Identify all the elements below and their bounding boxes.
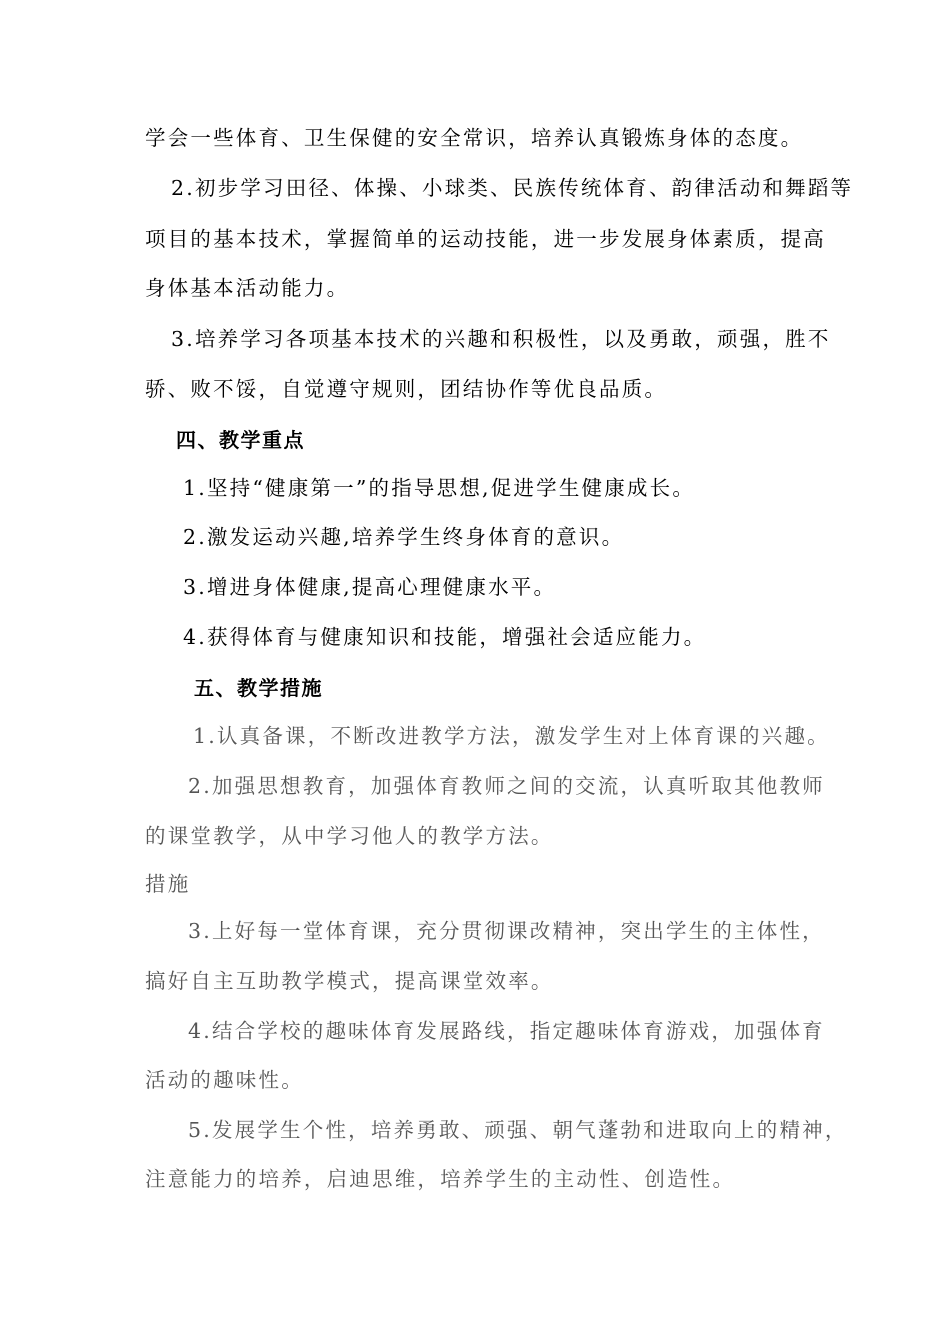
paragraph-line: 项目的基本技术，掌握简单的运动技能，进一步发展身体素质，提高 (145, 227, 826, 251)
list-item: 2.激发运动兴趣,培养学生终身体育的意识。 (183, 525, 625, 549)
paragraph-line: 3.上好每一堂体育课，充分贯彻课改精神，突出学生的主体性， (188, 919, 825, 943)
paragraph-line: 学会一些体育、卫生保健的安全常识，培养认真锻炼身体的态度。 (145, 126, 804, 150)
paragraph-line: 搞好自主互助教学模式，提高课堂效率。 (145, 969, 554, 993)
paragraph-line: 的课堂教学，从中学习他人的教学方法。 (145, 824, 554, 848)
paragraph-line: 骄、败不馁，自觉遵守规则，团结协作等优良品质。 (145, 377, 668, 401)
paragraph-line: 3.培养学习各项基本技术的兴趣和积极性，以及勇敢，顽强，胜不 (171, 327, 831, 351)
paragraph-line: 2.初步学习田径、体操、小球类、民族传统体育、韵律活动和舞蹈等 (171, 176, 854, 200)
paragraph-line: 身体基本活动能力。 (145, 276, 350, 300)
section-heading-teaching-focus: 四、教学重点 (176, 428, 305, 452)
list-item: 3.增进身体健康,提高心理健康水平。 (183, 575, 557, 599)
paragraph-line: 活动的趣味性。 (145, 1068, 304, 1092)
paragraph-line: 4.结合学校的趣味体育发展路线，指定趣味体育游戏，加强体育 (188, 1019, 825, 1043)
list-item: 4.获得体育与健康知识和技能，增强社会适应能力。 (183, 625, 707, 649)
paragraph-line: 2.加强思想教育，加强体育教师之间的交流，认真听取其他教师 (188, 774, 825, 798)
paragraph-line: 注意能力的培养，启迪思维，培养学生的主动性、创造性。 (145, 1167, 736, 1191)
paragraph-line: 1.认真备课，不断改进教学方法，激发学生对上体育课的兴趣。 (193, 724, 830, 748)
paragraph-line: 5.发展学生个性，培养勇敢、顽强、朝气蓬勃和进取向上的精神， (188, 1118, 848, 1142)
section-heading-teaching-measures: 五、教学措施 (194, 676, 323, 700)
stray-label: 措施 (145, 872, 191, 896)
list-item: 1.坚持“健康第一”的指导思想,促进学生健康成长。 (183, 476, 696, 500)
